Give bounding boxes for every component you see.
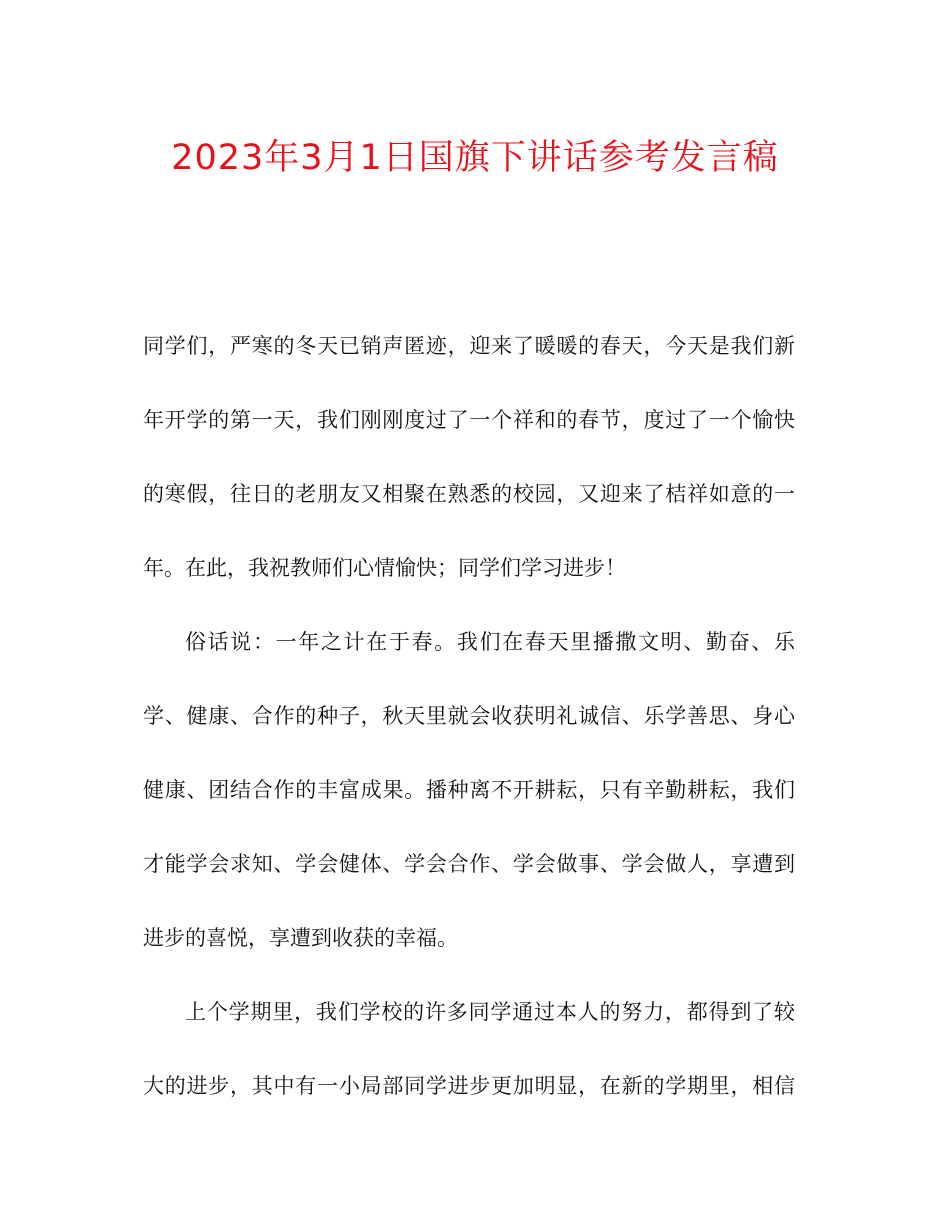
paragraph-line: 才能学会求知、学会健体、学会合作、学会做事、学会做人，享遭到 (143, 852, 795, 876)
document-title: 2023年3月1日国旗下讲话参考发言稿 (171, 138, 779, 178)
paragraph-line: 大的进步，其中有一小局部同学进步更加明显，在新的学期里，相信 (143, 1074, 795, 1098)
paragraph-line: 同学们，严寒的冬天已销声匿迹，迎来了暖暖的春天，今天是我们新 (143, 334, 795, 358)
paragraph-line: 进步的喜悦，享遭到收获的幸福。 (143, 926, 458, 950)
paragraph-line: 健康、团结合作的丰富成果。播种离不开耕耘，只有辛勤耕耘，我们 (143, 778, 795, 802)
paragraph-line: 俗话说：一年之计在于春。我们在春天里播撒文明、勤奋、乐 (185, 630, 795, 654)
paragraph-line: 的寒假，往日的老朋友又相聚在熟悉的校园，又迎来了桔祥如意的一 (143, 482, 795, 506)
paragraph-line: 学、健康、合作的种子，秋天里就会收获明礼诚信、乐学善思、身心 (143, 704, 795, 728)
paragraph-line: 年开学的第一天，我们刚刚度过了一个祥和的春节，度过了一个愉快 (143, 408, 795, 432)
paragraph-line: 上个学期里，我们学校的许多同学通过本人的努力，都得到了较 (185, 1000, 795, 1024)
paragraph-line: 年。在此，我祝教师们心情愉快；同学们学习进步！ (143, 556, 626, 580)
